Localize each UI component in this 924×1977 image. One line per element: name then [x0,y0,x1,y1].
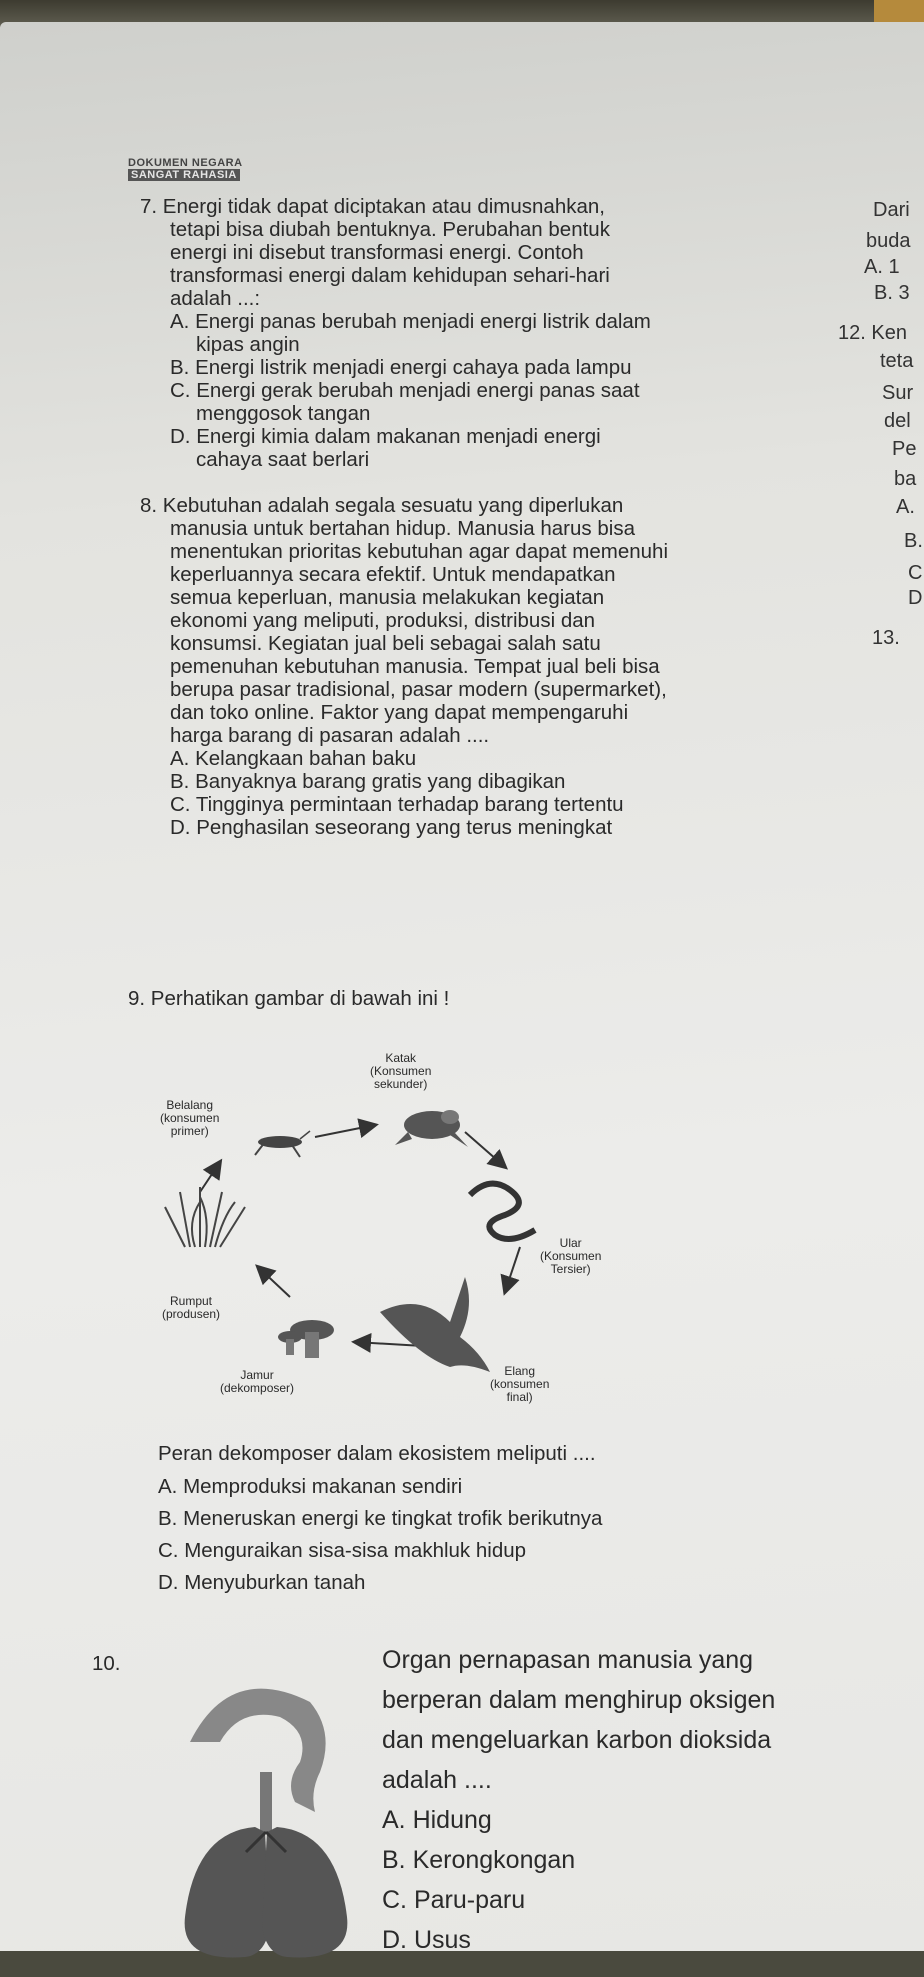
trachea-icon [260,1772,272,1832]
q8-stem-line: berupa pasar tradisional, pasar modern (supermarket), [170,678,667,701]
mushroom-icon [278,1320,334,1358]
q8-stem-line: semua keperluan, manusia melakukan kegiatan [170,586,605,609]
q7-option-c-cont: menggosok tangan [196,402,371,425]
arrow-ular-elang [505,1247,520,1292]
arrow-jamur-rumput [258,1267,290,1297]
q10-option-a[interactable]: A. Hidung [382,1806,492,1834]
q9-stem: 9. Perhatikan gambar di bawah ini ! [128,987,450,1010]
right-lung-icon [262,1827,347,1958]
lungs-drawing [150,1652,380,1972]
q8-stem-line: pemenuhan kebutuhan manusia. Tempat jual beli bisa [170,655,660,678]
side-text: D [908,587,923,609]
q8-option-b[interactable]: B. Banyaknya barang gratis yang dibagikan [170,770,566,793]
q8-stem-line: harga barang di pasaran adalah .... [170,724,490,747]
label-jamur: Jamur (dekomposer) [220,1368,295,1395]
side-text: A. [896,496,915,518]
arrow-rumput-belalang [200,1162,220,1192]
q8-option-a[interactable]: A. Kelangkaan bahan baku [170,747,417,770]
side-text: B. 3 [874,282,910,304]
q8-stem-line: keperluannya secara efektif. Untuk mendapatkan [170,563,616,586]
q8-stem-line: manusia untuk bertahan hidup. Manusia harus bisa [170,517,635,540]
question-9-body [158,1442,602,1599]
q8-option-d[interactable]: D. Penghasilan seseorang yang terus meningkat [170,816,613,839]
q7-option-a-cont: kipas angin [196,333,300,356]
q7-option-d-cont: cahaya saat berlari [196,448,370,471]
label-ular: Ular (Konsumen Tersier) [540,1236,602,1276]
side-text: C [908,562,923,584]
side-text: 13. [872,627,900,649]
head-outline-icon [190,1689,326,1812]
q8-stem-line: 8. Kebutuhan adalah segala sesuatu yang diperlukan [140,494,624,517]
q8-stem-line: dan toko online. Faktor yang dapat mempengaruhi [170,701,629,724]
respiratory-diagram [150,1652,380,1972]
label-rumput: Rumput (produsen) [162,1294,221,1321]
q8-stem-line: ekonomi yang meliputi, produksi, distribusi dan [170,609,596,632]
side-text: del [884,410,911,432]
q7-option-c[interactable]: C. Energi gerak berubah menjadi energi panas saat [170,379,640,402]
question-10 [382,1640,775,1960]
arrows [200,1125,520,1347]
q9-option-b[interactable]: B. Meneruskan energi ke tingkat trofik berikutnya [158,1507,603,1530]
label-katak: Katak (Konsumen sekunder) [370,1051,432,1091]
q7-stem-line: adalah ...: [170,287,261,310]
q7-stem-line: energi ini disebut transformasi energi. Contoh [170,241,584,264]
stamp-line-2: SANGAT RAHASIA [128,169,240,181]
side-text: teta [880,350,914,372]
q7-option-b[interactable]: B. Energi listrik menjadi energi cahaya pada lampu [170,356,632,379]
side-text: ba [894,468,917,490]
q7-stem-line: transformasi energi dalam kehidupan sehari-hari [170,264,610,287]
side-text: A. 1 [864,256,900,278]
q7-stem-line: 7. Energi tidak dapat diciptakan atau dimusnahkan, [140,195,605,218]
q7-stem-line: tetapi bisa diubah bentuknya. Perubahan bentuk [170,218,610,241]
q10-option-b[interactable]: B. Kerongkongan [382,1846,576,1874]
q10-stem-line: berperan dalam menghirup oksigen [382,1686,776,1714]
q9-option-d[interactable]: D. Menyuburkan tanah [158,1571,366,1594]
q9-option-a[interactable]: A. Memproduksi makanan sendiri [158,1475,463,1498]
q10-stem-line: Organ pernapasan manusia yang [382,1646,754,1674]
question-8 [140,494,668,839]
snake-icon [470,1184,535,1239]
grass-icon [165,1187,245,1247]
q7-option-a[interactable]: A. Energi panas berubah menjadi energi listrik dalam [170,310,651,333]
eagle-icon [380,1277,490,1372]
q8-stem-line: menentukan prioritas kebutuhan agar dapat memenuhi [170,540,669,563]
q9-option-c[interactable]: C. Menguraikan sisa-sisa makhluk hidup [158,1539,527,1562]
q9-question: Peran dekomposer dalam ekosistem meliputi .... [158,1442,596,1465]
arrow-belalang-katak [315,1125,375,1137]
side-text: B. [904,530,923,552]
grasshopper-icon [255,1131,310,1157]
side-text: Sur [882,382,914,404]
stamp-line-1: DOKUMEN NEGARA [128,157,243,169]
side-text: Dari [873,199,910,221]
left-lung-icon [185,1827,270,1958]
q10-number: 10. [92,1652,121,1675]
question-9 [128,987,449,1010]
q10-option-c[interactable]: C. Paru-paru [382,1886,526,1914]
food-chain-drawing [150,1047,620,1417]
arrow-katak-ular [465,1132,505,1167]
food-chain-diagram [150,1047,620,1417]
frog-icon [395,1110,468,1147]
q10-stem-line: adalah .... [382,1766,492,1794]
q8-stem-line: konsumsi. Kegiatan jual beli sebagai salah satu [170,632,601,655]
side-text: Pe [892,438,917,460]
q10-stem-line: dan mengeluarkan karbon dioksida [382,1726,772,1754]
exam-page [0,22,924,1954]
label-elang: Elang (konsumen final) [490,1364,550,1404]
q8-option-c[interactable]: C. Tingginya permintaan terhadap barang tertentu [170,793,624,816]
label-belalang: Belalang (konsumen primer) [160,1098,220,1138]
side-text: 12. Ken [838,322,907,344]
q7-option-d[interactable]: D. Energi kimia dalam makanan menjadi energi [170,425,601,448]
q10-option-d[interactable]: D. Usus [382,1926,471,1954]
question-7 [140,195,651,471]
side-text: buda [866,230,911,252]
confidential-stamp [128,157,243,181]
